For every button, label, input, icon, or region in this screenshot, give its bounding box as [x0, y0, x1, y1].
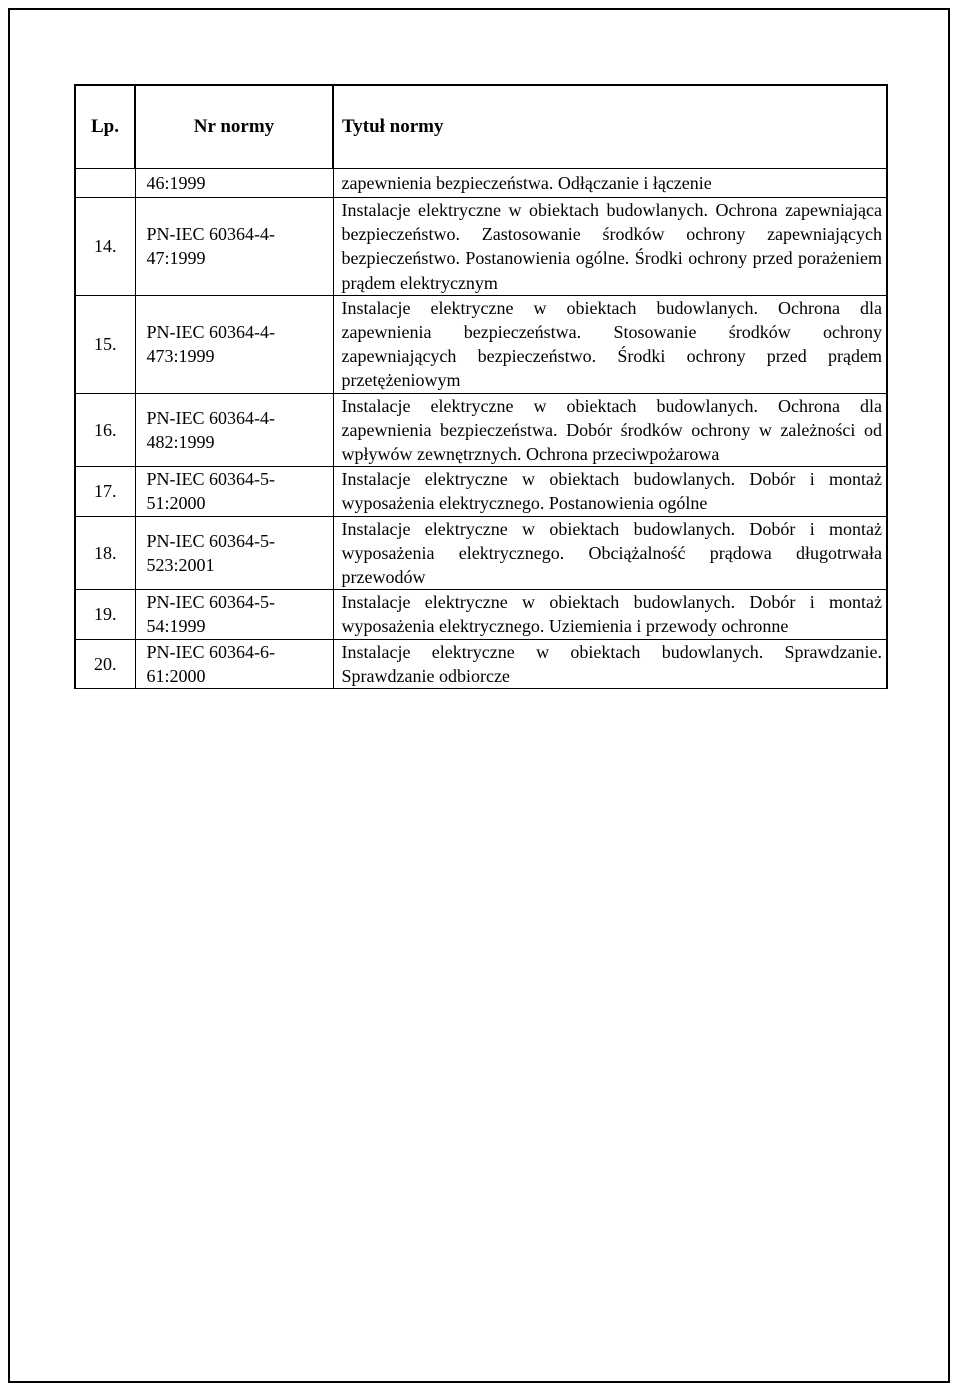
norm-number-line2: 482:1999	[146, 431, 215, 452]
row-title: Instalacje elektryczne w obiektach budowlanych. Dobór i montaż wyposażenia elektrycznego. Postanowienia ogólne	[333, 467, 887, 516]
table-row	[75, 590, 887, 639]
norm-number-line2: 523:2001	[146, 554, 215, 575]
table-row	[75, 467, 887, 516]
norm-number-line1: PN-IEC 60364-4-	[146, 322, 275, 343]
row-norm-number	[135, 393, 333, 467]
row-lp	[75, 198, 135, 296]
norm-number-line1: PN-IEC 60364-4-	[146, 407, 275, 428]
norm-number-line2: 47:1999	[146, 248, 206, 269]
row-title: Instalacje elektryczne w obiektach budowlanych. Dobór i montaż wyposażenia elektrycznego. Obciążalność prądowa długotrwała przewodów	[333, 516, 887, 590]
header-title: Tytuł normy	[333, 85, 887, 169]
lp-number: 17.	[94, 481, 117, 502]
table-row	[75, 393, 887, 467]
table-header-row	[75, 85, 887, 169]
row-lp	[75, 639, 135, 688]
table-row	[75, 295, 887, 393]
row-title: Instalacje elektryczne w obiektach budowlanych. Sprawdzanie. Sprawdzanie odbiorcze	[333, 639, 887, 688]
norm-number-line2: 473:1999	[146, 346, 215, 367]
norm-number-line1: PN-IEC 60364-5-	[146, 469, 275, 490]
row-lp	[75, 295, 135, 393]
lp-number: 15.	[94, 334, 117, 355]
row-lp	[75, 516, 135, 590]
row-lp	[75, 393, 135, 467]
table-row	[75, 639, 887, 688]
continuation-row	[75, 169, 887, 198]
row-title: Instalacje elektryczne w obiektach budowlanych. Ochrona dla zapewnienia bezpieczeństwa. Stosowanie środków ochrony zapewniających bezpieczeństwo. Środki ochrony przed prądem przetężeniowym	[333, 295, 887, 393]
continuation-nr: 46:1999	[135, 169, 333, 198]
row-norm-number	[135, 467, 333, 516]
norm-number-line1: PN-IEC 60364-5-	[146, 530, 275, 551]
norm-number-line1: PN-IEC 60364-6-	[146, 641, 275, 662]
table-row	[75, 198, 887, 296]
table-row	[75, 516, 887, 590]
row-lp	[75, 590, 135, 639]
norm-number-line2: 61:2000	[146, 665, 206, 686]
row-title: Instalacje elektryczne w obiektach budowlanych. Ochrona dla zapewnienia bezpieczeństwa. Dobór środków ochrony w zależności od wpływów zewnętrznych. Ochrona przeciwpożarowa	[333, 393, 887, 467]
norms-table	[74, 84, 888, 689]
norm-number-line1: PN-IEC 60364-4-	[146, 224, 275, 245]
lp-number: 18.	[94, 542, 117, 563]
header-nr: Nr normy	[135, 85, 333, 169]
lp-number: 14.	[94, 236, 117, 257]
norm-number-line2: 51:2000	[146, 493, 206, 514]
row-lp	[75, 467, 135, 516]
row-title: Instalacje elektryczne w obiektach budowlanych. Dobór i montaż wyposażenia elektrycznego. Uziemienia i przewody ochronne	[333, 590, 887, 639]
row-norm-number	[135, 295, 333, 393]
row-norm-number	[135, 639, 333, 688]
lp-number: 19.	[94, 604, 117, 625]
norm-number-line2: 54:1999	[146, 616, 206, 637]
lp-number: 20.	[94, 653, 117, 674]
lp-number: 16.	[94, 419, 117, 440]
row-norm-number	[135, 198, 333, 296]
row-title: Instalacje elektryczne w obiektach budowlanych. Ochrona zapewniająca bezpieczeństwo. Zastosowanie środków ochrony zapewniających bezpieczeństwo. Postanowienia ogólne. Środki ochrony przed porażeniem prądem elektrycznym	[333, 198, 887, 296]
row-norm-number	[135, 516, 333, 590]
header-lp: Lp.	[75, 85, 135, 169]
norm-number-line1: PN-IEC 60364-5-	[146, 592, 275, 613]
continuation-lp	[75, 169, 135, 198]
continuation-title: zapewnienia bezpieczeństwa. Odłączanie i łączenie	[333, 169, 887, 198]
row-norm-number	[135, 590, 333, 639]
